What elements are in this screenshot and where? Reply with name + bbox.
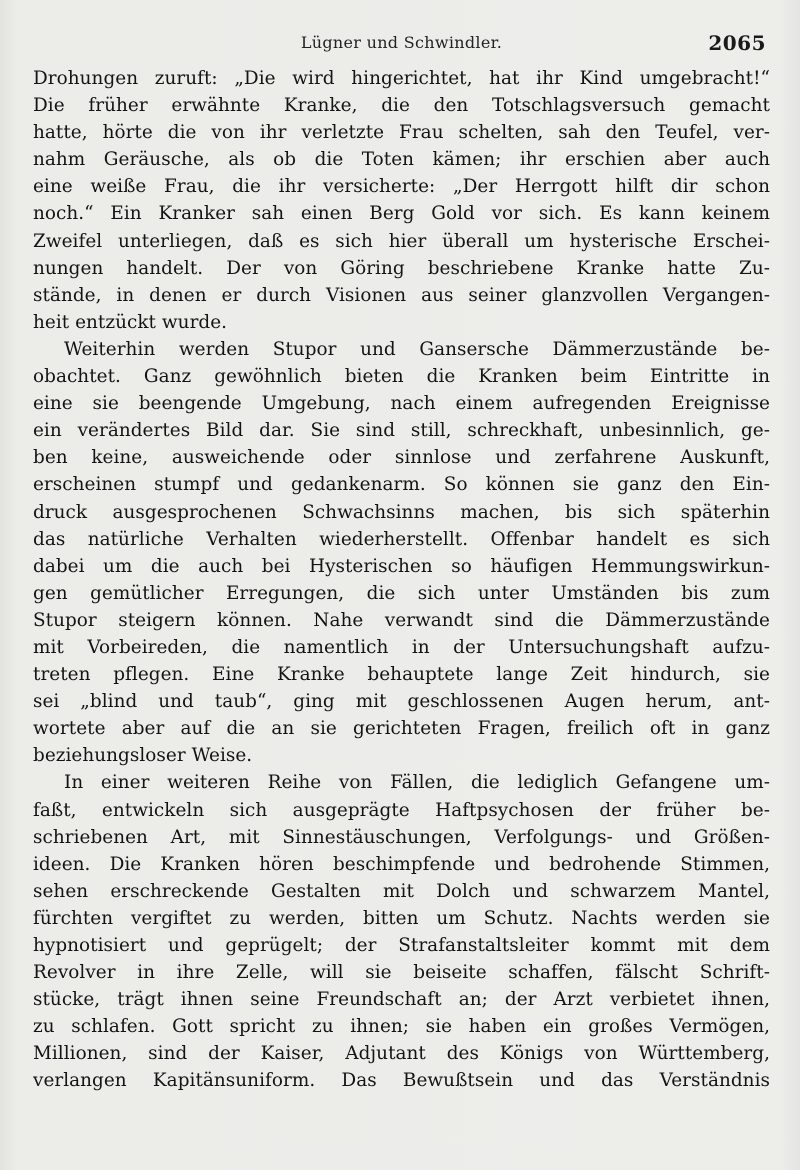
text-line: heit entzückt wurde. [33, 311, 228, 333]
text-line: das natürliche Verhalten wiederherstellt. Offenbar handelt es sich [33, 528, 770, 550]
text-line: verlangen Kapitänsuniform. Das Bewußtsein und das Verständnis [33, 1070, 770, 1092]
text-line: stücke, trägt ihnen seine Freundschaft an; der Arzt verbietet ihnen, [33, 989, 770, 1011]
running-title: Lügner und Schwindler. [300, 33, 503, 52]
running-head [33, 31, 770, 65]
text-line: beziehungsloser Weise. [33, 745, 253, 767]
text-line: druck ausgesprochenen Schwachsinns machen, bis sich späterhin [33, 501, 770, 523]
text-line: Zweifel unterliegen, daß es sich hier überall um hysterische Erschei- [33, 230, 770, 252]
text-line: eine sie beengende Umgebung, nach einem aufregenden Ereignisse [33, 393, 770, 415]
text-line: stände, in denen er durch Visionen aus seiner glanzvollen Vergangen- [33, 284, 770, 306]
text-line: fürchten vergiftet zu werden, bitten um Schutz. Nachts werden sie [33, 907, 770, 929]
text-line: nahm Geräusche, als ob die Toten kämen; ihr erschien aber auch [33, 149, 770, 171]
text-line: hatte, hörte die von ihr verletzte Frau schelten, sah den Teufel, ver- [33, 122, 770, 144]
text-line: wortete aber auf die an sie gerichteten Fragen, freilich oft in ganz [33, 718, 770, 740]
text-line: ein verändertes Bild dar. Sie sind still, schreckhaft, unbesinnlich, ge- [33, 420, 770, 442]
text-line: zu schlafen. Gott spricht zu ihnen; sie haben ein großes Vermögen, [33, 1016, 770, 1038]
text-line: gen gemütlicher Erregungen, die sich unter Umständen bis zum [33, 582, 770, 604]
text-line: nungen handelt. Der von Göring beschriebene Kranke hatte Zu- [33, 257, 770, 279]
body-text [33, 65, 770, 1095]
text-line: Revolver in ihre Zelle, will sie beiseite schaffen, fälscht Schrift- [33, 962, 770, 984]
text-line: faßt, entwickeln sich ausgeprägte Haftpsychosen der früher be- [33, 799, 770, 821]
text-line: Drohungen zuruft: „Die wird hingerichtet, hat ihr Kind umgebracht!“ [33, 68, 770, 89]
text-line: In einer weiteren Reihe von Fällen, die lediglich Gefangene um- [64, 772, 770, 794]
text-line: eine weiße Frau, die ihr versicherte: „Der Herrgott hilft dir schon [33, 176, 770, 198]
page-number: 2065 [708, 31, 766, 55]
text-line: Die früher erwähnte Kranke, die den Totschlagsversuch gemacht [33, 95, 770, 117]
text-line: mit Vorbeireden, die namentlich in der Untersuchungshaft aufzu- [33, 636, 770, 658]
text-line: schriebenen Art, mit Sinnestäuschungen, Verfolgungs- und Größen- [33, 826, 770, 848]
text-line: dabei um die auch bei Hysterischen so häufigen Hemmungswirkun- [33, 555, 770, 577]
text-line: sei „blind und taub“, ging mit geschlossenen Augen herum, ant- [33, 691, 770, 713]
text-line: sehen erschreckende Gestalten mit Dolch und schwarzem Mantel, [33, 880, 770, 902]
text-line: noch.“ Ein Kranker sah einen Berg Gold vor sich. Es kann keinem [33, 203, 770, 225]
text-line: obachtet. Ganz gewöhnlich bieten die Kranken beim Eintritte in [33, 366, 770, 388]
text-line: treten pflegen. Eine Kranke behauptete lange Zeit hindurch, sie [33, 664, 770, 686]
text-line: Weiterhin werden Stupor und Gansersche Dämmerzustände be- [64, 338, 770, 360]
text-line: ben keine, ausweichende oder sinnlose und zerfahrene Auskunft, [33, 447, 770, 469]
text-line: Stupor steigern können. Nahe verwandt sind die Dämmerzustände [33, 609, 770, 631]
text-line: Millionen, sind der Kaiser, Adjutant des Königs von Württemberg, [33, 1043, 770, 1065]
text-line: ideen. Die Kranken hören beschimpfende und bedrohende Stimmen, [33, 853, 770, 875]
text-line: erscheinen stumpf und gedankenarm. So können sie ganz den Ein- [33, 474, 770, 496]
text-line: hypnotisiert und geprügelt; der Strafanstaltsleiter kommt mit dem [33, 935, 770, 956]
